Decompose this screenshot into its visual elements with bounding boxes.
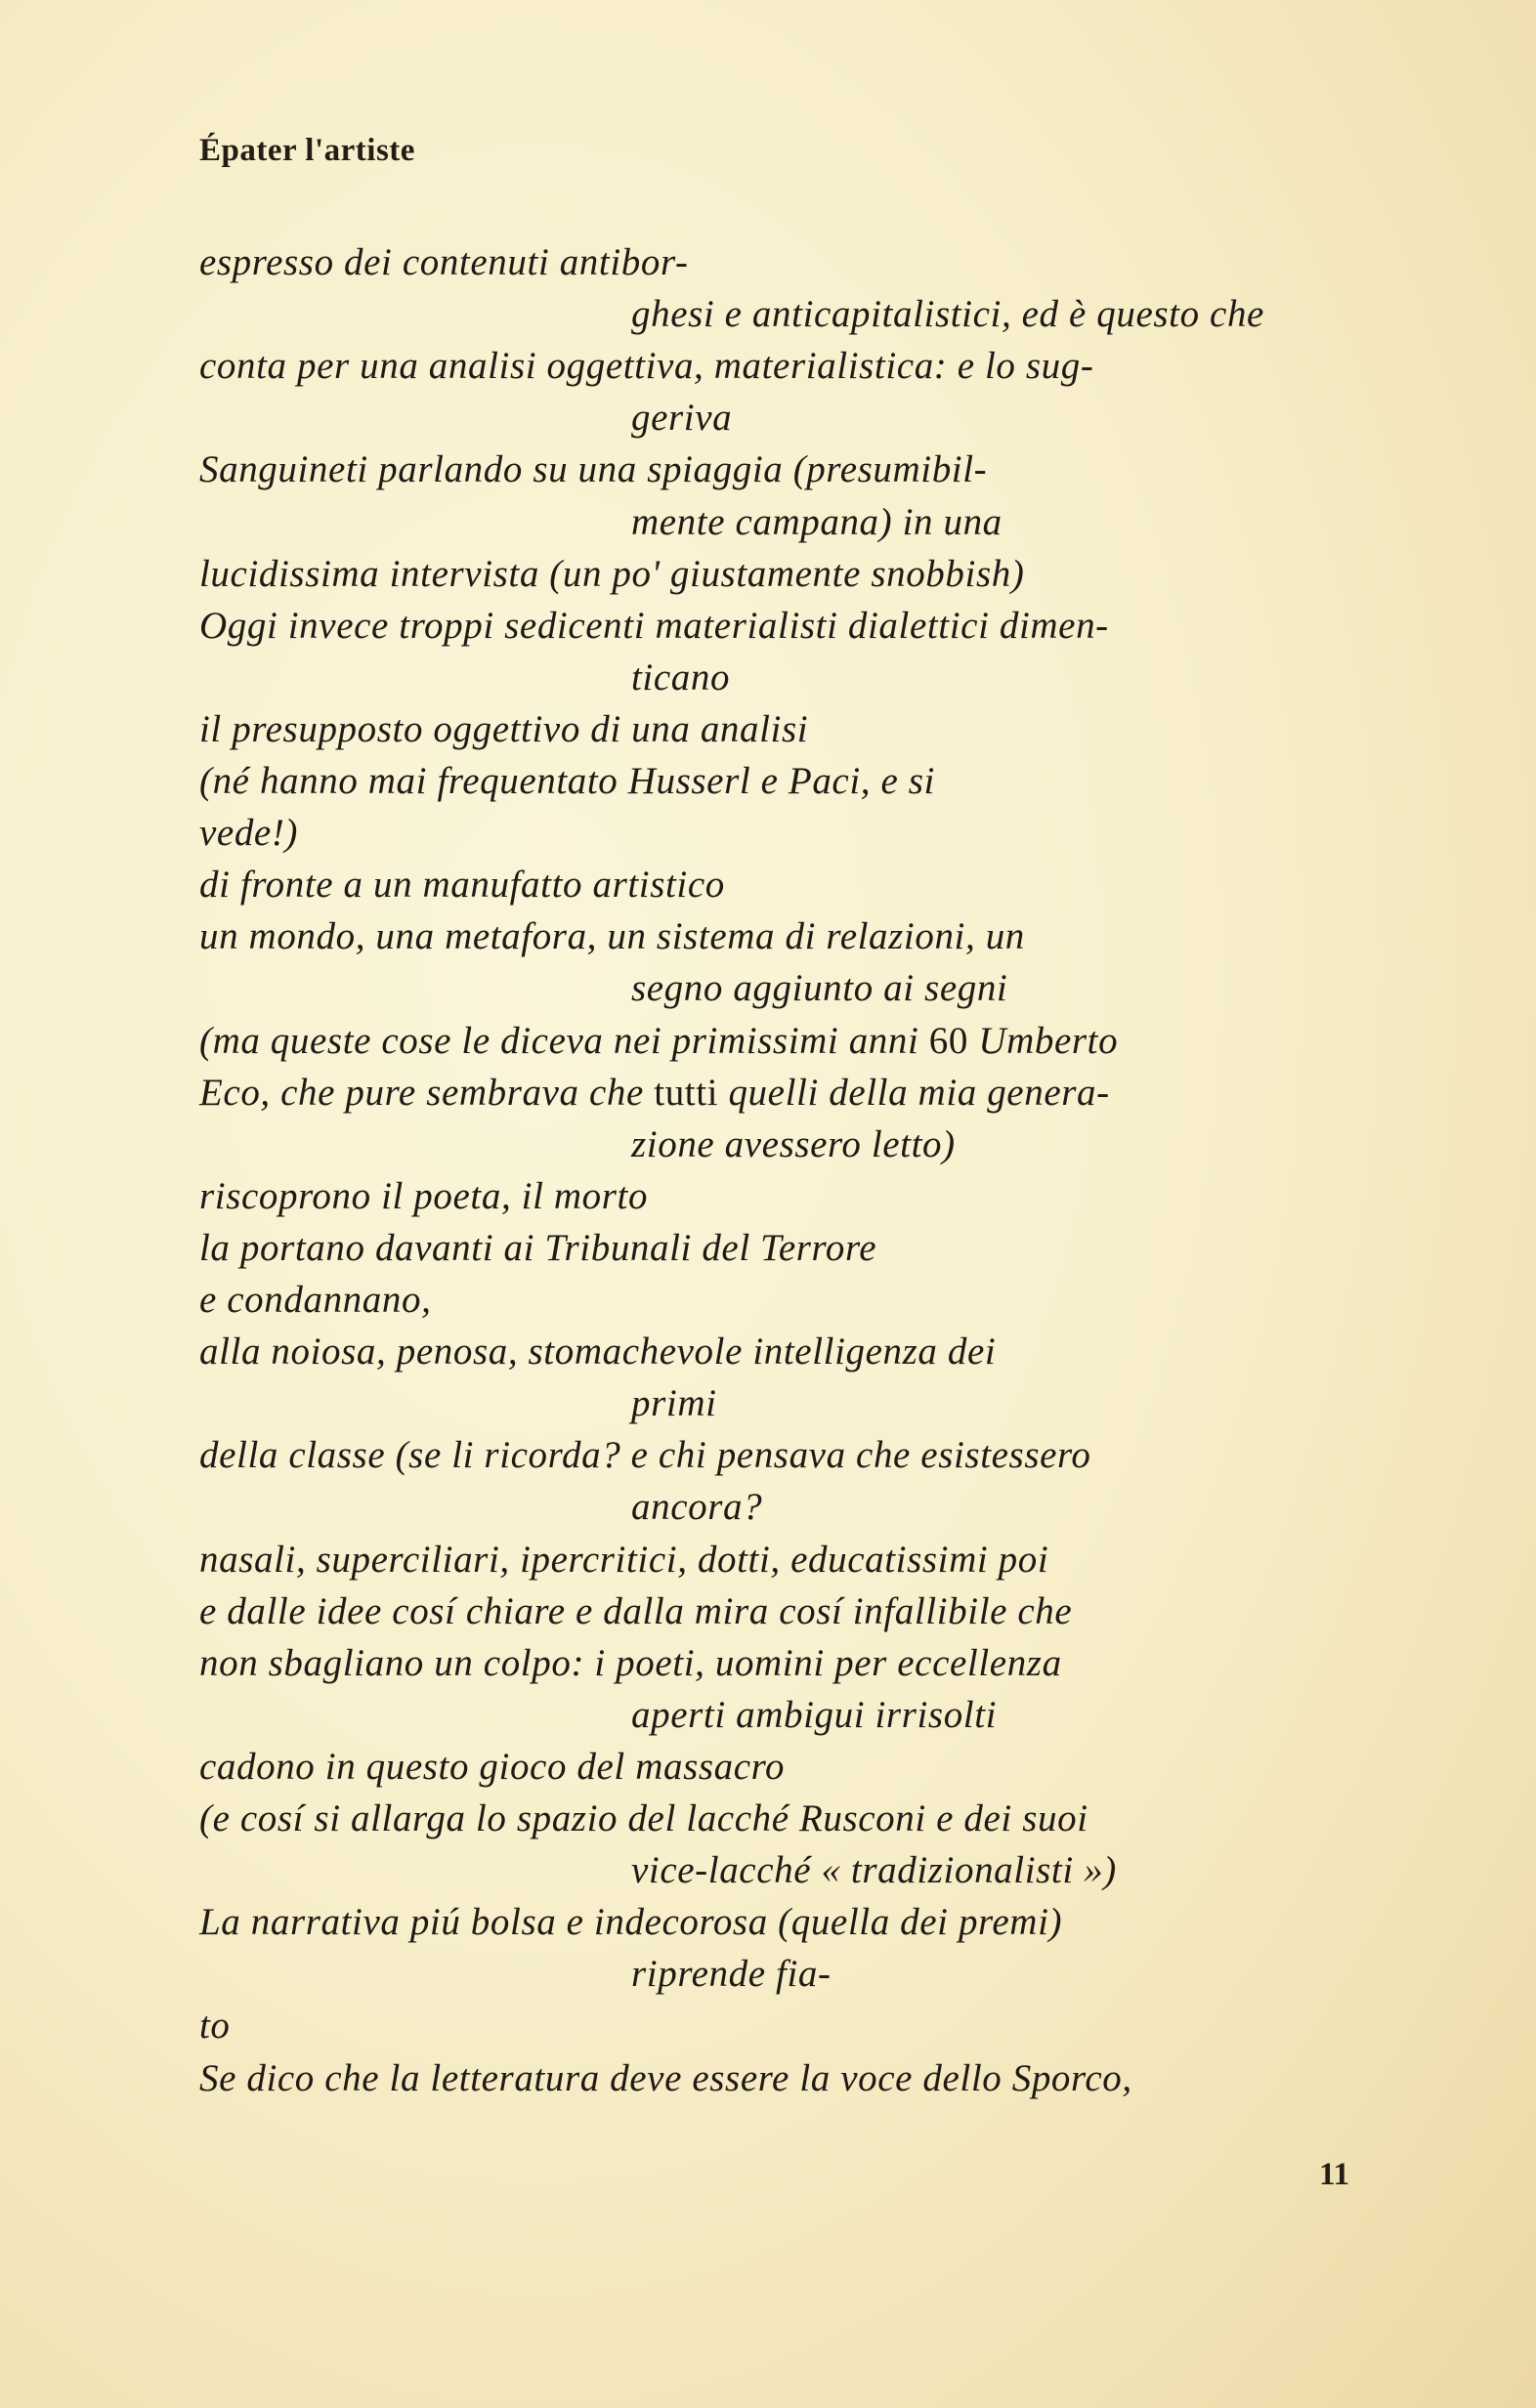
poem-line: La narrativa piú bolsa e indecorosa (quella dei premi) — [199, 1901, 1063, 1943]
poem-line: alla noiosa, penosa, stomachevole intelligenza dei — [199, 1331, 997, 1373]
poem-line: il presupposto oggettivo di una analisi — [199, 708, 809, 750]
poem-line: conta per una analisi oggettiva, materialistica: e lo sug- — [199, 345, 1094, 387]
poem-line: vice-lacché « tradizionalisti ») — [631, 1849, 1117, 1891]
poem-line: riscoprono il poeta, il morto — [199, 1175, 649, 1217]
poem-line-part: Umberto — [967, 1020, 1119, 1062]
poem-line — [199, 1019, 1118, 1063]
poem-line: Sanguineti parlando su una spiaggia (presumibil- — [199, 448, 988, 490]
poem-line: vede!) — [199, 812, 299, 854]
poem-line: e condannano, — [199, 1279, 432, 1321]
poem-line: la portano davanti ai Tribunali del Terrore — [199, 1227, 877, 1269]
poem-line: nasali, superciliari, ipercritici, dotti, educatissimi poi — [199, 1539, 1049, 1581]
poem-line: (né hanno mai frequentato Husserl e Paci, e si — [199, 760, 935, 802]
poem-line-part: quelli della mia genera- — [718, 1072, 1110, 1114]
poem-line: aperti ambigui irrisolti — [631, 1694, 998, 1736]
poem-line: della classe (se li ricorda? e chi pensava che esistessero — [199, 1434, 1091, 1476]
poem-line: espresso dei contenuti antibor- — [199, 241, 689, 283]
poem-line: un mondo, una metafora, un sistema di relazioni, un — [199, 915, 1025, 957]
poem-line: ancora? — [631, 1486, 763, 1528]
poem-line: zione avessero letto) — [631, 1123, 956, 1165]
poem-line: segno aggiunto ai segni — [631, 967, 1008, 1009]
poem-line: lucidissima intervista (un po' giustamente snobbish) — [199, 553, 1025, 595]
poem-line: (e cosí si allarga lo spazio del lacché Rusconi e dei suoi — [199, 1797, 1088, 1839]
poem-line: mente campana) in una — [631, 501, 1003, 543]
poem-line: non sbagliano un colpo: i poeti, uomini per eccellenza — [199, 1642, 1062, 1684]
poem-line: ghesi e anticapitalistici, ed è questo che — [631, 293, 1264, 335]
poem-line-part: (ma queste cose le diceva nei primissimi anni — [199, 1020, 929, 1062]
poem-line: geriva — [631, 397, 733, 439]
poem-line: Oggi invece troppi sedicenti materialisti dialettici dimen- — [199, 605, 1109, 647]
poem-line-part: tutti — [654, 1072, 719, 1114]
poem-line: to — [199, 2005, 231, 2047]
poem-line: ticano — [631, 656, 731, 698]
poem-line: di fronte a un manufatto artistico — [199, 864, 725, 906]
poem-line: primi — [631, 1382, 717, 1424]
running-head: Épater l'artiste — [199, 133, 415, 168]
page-number: 11 — [1319, 2157, 1350, 2192]
poem-line-part: 60 — [928, 1020, 968, 1062]
poem-line: e dalle idee cosí chiare e dalla mira cosí infallibile che — [199, 1590, 1073, 1632]
poem-line: cadono in questo gioco del massacro — [199, 1746, 786, 1788]
poem-line: Se dico che la letteratura deve essere la voce dello Sporco, — [199, 2057, 1132, 2099]
poem-line: riprende fia- — [631, 1953, 832, 1995]
poem-line-part: Eco, che pure sembrava che — [199, 1072, 655, 1114]
poem-line — [199, 1071, 1110, 1115]
